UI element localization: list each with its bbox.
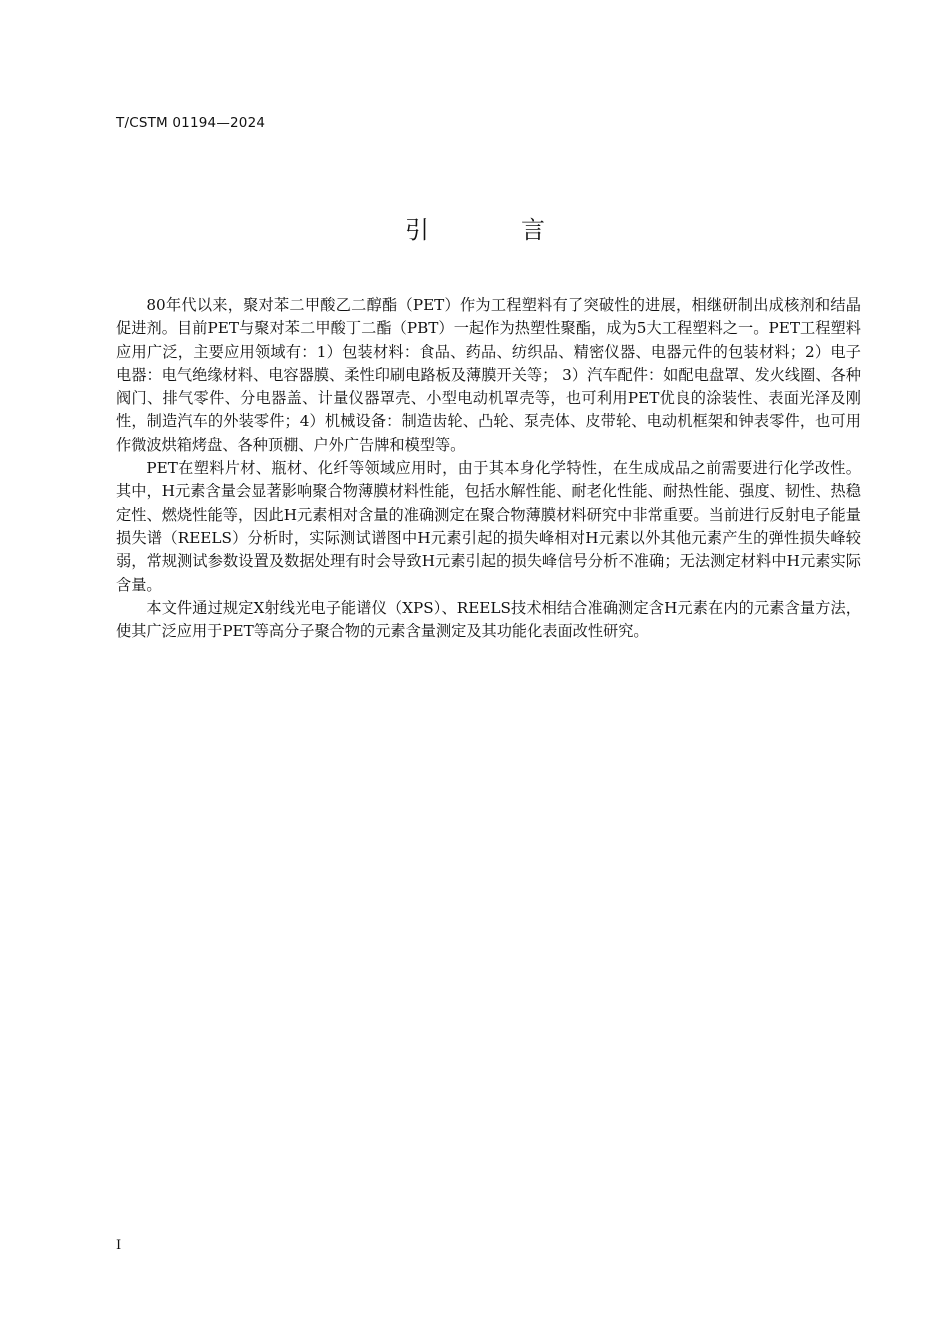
paragraph: PET在塑料片材、瓶材、化纤等领域应用时，由于其本身化学特性，在生成成品之前需要进行化学改性。其中，H元素含量会显著影响聚合物薄膜材料性能，包括水解性能、耐老化性能、耐热性能、强度、韧性、热稳定性、燃烧性能等，因此H元素相对含量的准确测定在聚合物薄膜材料研究中非常重要。当前进行反射电子能量损失谱（REELS）分析时，实际测试谱图中H元素引起的损失峰相对H元素以外其他元素产生的弹性损失峰较弱，常规测试参数设置及数据处理有时会导致H元素引起的损失峰信号分析不准确；无法测定材料中H元素实际含量。 (116, 459, 861, 594)
paragraph: 本文件通过规定X射线光电子能谱仪（XPS）、REELS技术相结合准确测定含H元素在内的元素含量方法，使其广泛应用于PET等高分子聚合物的元素含量测定及其功能化表面改性研究。 (116, 598, 861, 641)
introduction-body (116, 294, 861, 643)
page-number: I (116, 1238, 122, 1253)
paragraph: 80年代以来，聚对苯二甲酸乙二醇酯（PET）作为工程塑料有了突破性的进展，相继研制出成核剂和结晶促进剂。目前PET与聚对苯二甲酸丁二酯（PBT）一起作为热塑性聚酯，成为5大工程塑料之一。PET工程塑料应用广泛，主要应用领域有：1）包装材料：食品、药品、纺织品、精密仪器、电器元件的包装材料；2）电子电器：电气绝缘材料、电容器膜、柔性印刷电路板及薄膜开关等； 3）汽车配件：如配电盘罩、发火线圈、各种阀门、排气零件、分电器盖、计量仪器罩壳、小型电动机罩壳等，也可利用PET优良的涂装性、表面光泽及刚性，制造汽车的外装零件；4）机械设备：制造齿轮、凸轮、泵壳体、皮带轮、电动机框架和钟表零件，也可用作微波烘箱烤盘、各种顶棚、户外广告牌和模型等。 (116, 296, 861, 454)
standard-code: T/CSTM 01194—2024 (116, 115, 266, 131)
section-title: 引 言 (405, 216, 579, 244)
